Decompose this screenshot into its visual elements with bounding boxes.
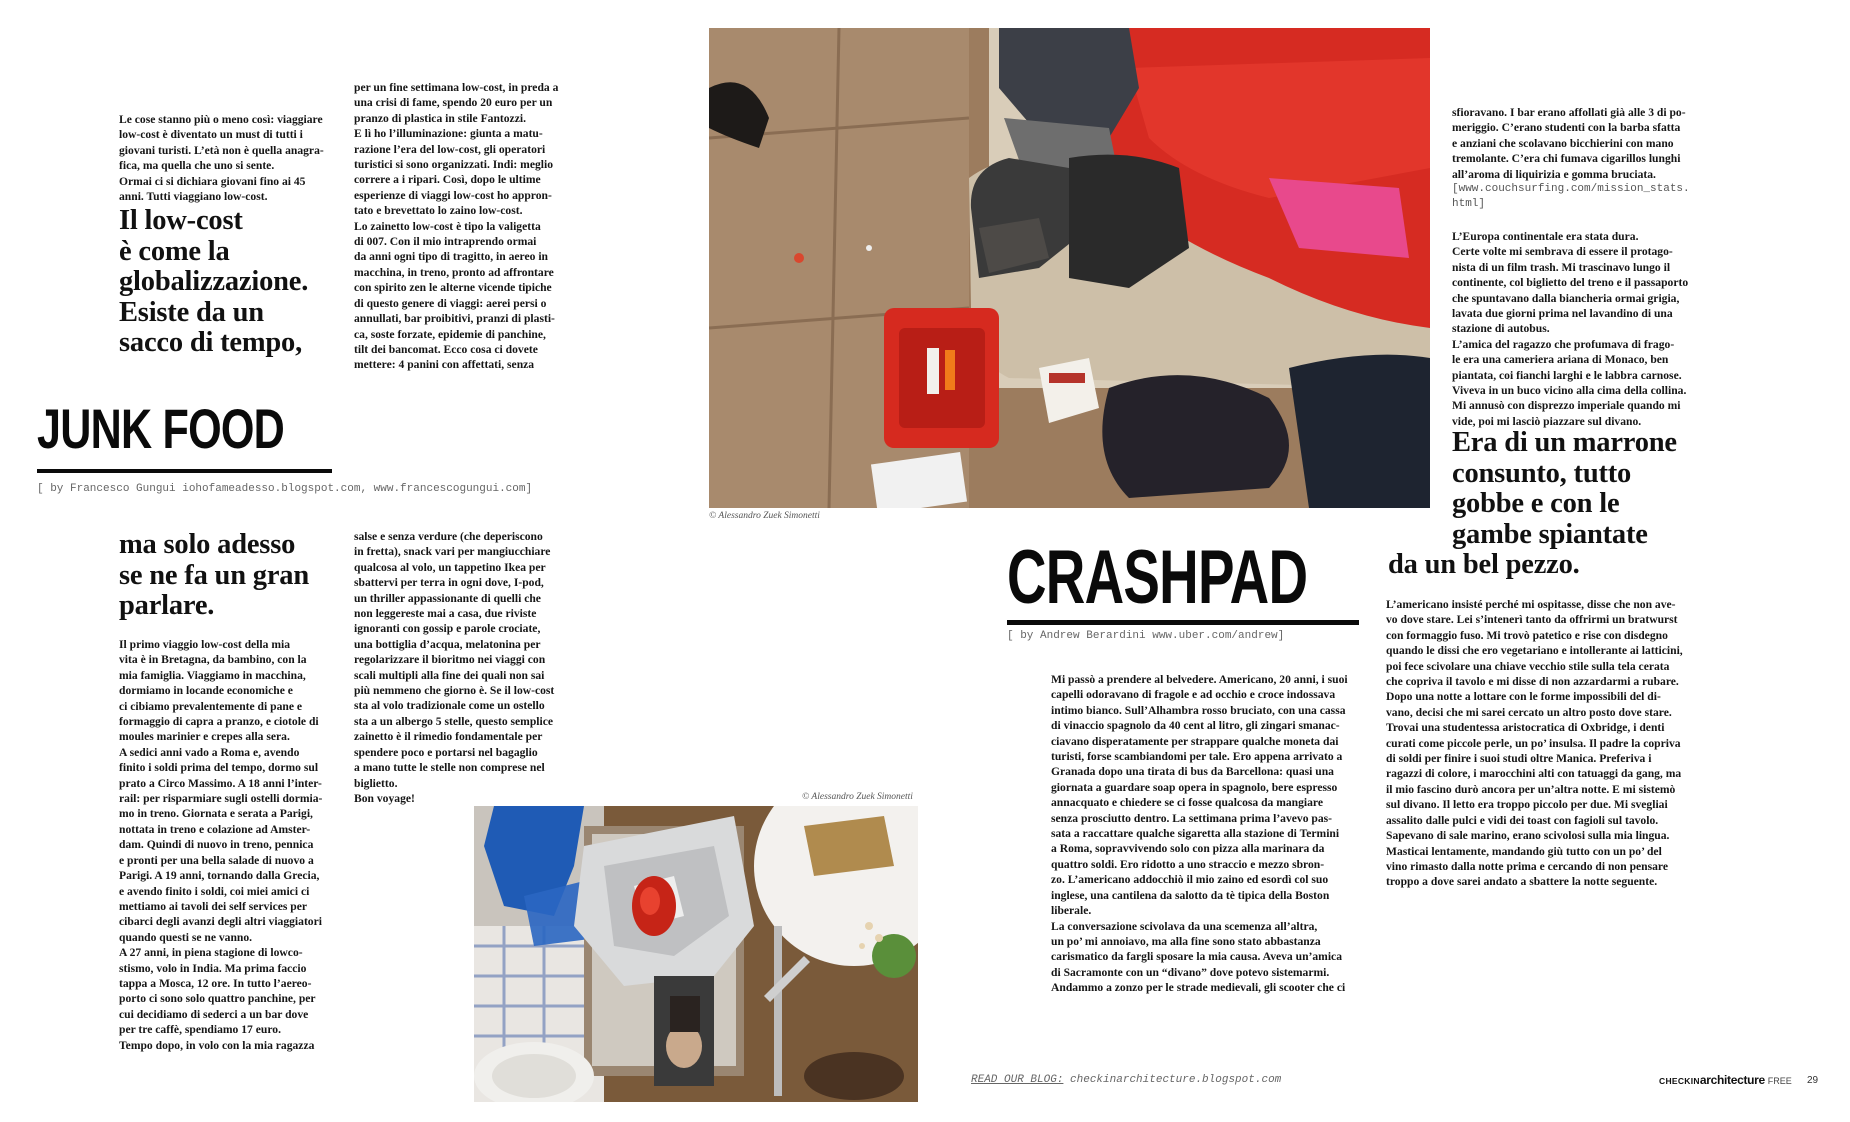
intro-paragraph: Le cose stanno più o meno così: viaggiare low-cost è diventato un must di tutti i giovani turisti. L’età non è quella anagra- fica, ma quella che uno si sente. Ormai ci si dichiara giovani fino ai 45 anni. Tutti viaggiano low-cost.	[119, 113, 324, 204]
byline-crashpad: [ by Andrew Berardini www.uber.com/andrew]	[1007, 630, 1285, 642]
headline-junk-food: JUNK FOOD	[37, 397, 285, 460]
crashpad-headline-underline	[1007, 620, 1359, 625]
brand-free: FREE	[1767, 1076, 1792, 1086]
byline-junk-food: [ by Francesco Gungui iohofameadesso.blogspot.com, www.francescogungui.com]	[37, 483, 533, 495]
footer-blog-link[interactable]	[971, 1074, 1281, 1086]
brand-architecture: architecture	[1699, 1073, 1765, 1087]
couchsurfing-url-note: [www.couchsurfing.com/mission_stats. html]	[1452, 183, 1690, 211]
photo-credit-crashpad: © Alessandro Zuek Simonetti	[709, 511, 820, 521]
page-number: 29	[1807, 1075, 1819, 1086]
pull-quote-adesso: ma solo adesso se ne fa un gran parlare.	[119, 529, 309, 621]
right-column-middle: L’Europa continentale era stata dura. Certe volte mi sembrava di essere il protago- nista di un film trash. Mi trascinavo lungo il continente, col biglietto del treno e il passaporto che spuntavano dalla biancheria ormai grigia, lavata due giorni prima nel lavandino di una stazione di autobus. L’amica del ragazzo che profumava di frago- le era una cameriera ariana di Monaco, ben piantata, coi fianchi larghi e le labbra carnose. Viveva in un buco vicino alla cima della collina. Mi annusò con disprezzo imperiale quando mi vide, poi mi lasciò piazzare sul divano.	[1452, 230, 1689, 428]
footer-blog-label[interactable]: READ OUR BLOG:	[971, 1074, 1064, 1086]
photo-credit-food: © Alessandro Zuek Simonetti	[802, 792, 913, 802]
left-column-1-bottom: Il primo viaggio low-cost della mia vita è in Bretagna, da bambino, con la mia famiglia. Viaggiamo in macchina, dormiamo in locande economiche e ci cibiamo prevalentemente di pane e formaggio di capra a pranzo, e ciotole di moules marinier e crepes alla sera. A sedici anni vado a Roma e, avendo finito i soldi prima del tempo, dormo sul prato a Circo Massimo. A 18 anni l’inter- rail: per risparmiare sugli ostelli dormia- mo in treno. Giornata e serata a Parigi, nottata in treno e colazione ad Amster- dam. Quindi di nuovo in treno, pennica e pronti per una bella salade di nuovo a Parigi. A 19 anni, tornando dalla Grecia, e avendo finito i soldi, coi miei amici ci mettiamo ai tavoli dei self services per cibarci degli avanzi degli altri viaggiatori quando questi se ne vanno. A 27 anni, in piena stagione di lowco- stismo, volo in India. Ma prima faccio tappa a Mosca, 12 ore. In tutto l’aereo- porto ci sono solo quattro panchine, per cui decidiamo di sederci a un bar dove per tre caffè, spendiamo 17 euro. Tempo dopo, in volo con la mia ragazza	[119, 638, 323, 1052]
crashpad-headline-block	[1007, 535, 1424, 620]
headline-underline	[37, 469, 332, 473]
left-column-2-top: per un fine settimana low-cost, in preda a una crisi di fame, spendo 20 euro per un pranzo di plastica in stile Fantozzi. E lì ho l’illuminazione: giunta a matu- razione l’era del low-cost, gli operatori turistici si sono organizzati. Indi: meglio correre a i ripari. Così, dopo le ultime esperienze di viaggi low-cost ho appron- tato e brevettato lo zaino low-cost. Lo zainetto low-cost è tipo la valigetta di 007. Con il mio intraprendo ormai da anni ogni tipo di tragitto, in aereo in macchina, in treno, pronto ad affrontare con spirito zen le alterne vicende tipiche di questo genere di viaggi: aerei persi o annullati, bar proibitivi, pranzi di plasti- ca, soste forzate, epidemie di panchine, tilt dei bancomat. Ecco cosa ci dovete mettere: 4 panini con affettati, senza	[354, 81, 559, 372]
crashpad-photo-illustration	[709, 28, 1430, 508]
headline-crashpad: CRASHPAD	[1007, 535, 1308, 620]
pull-quote-lowcost: Il low-cost è come la globalizzazione. Esiste da un sacco di tempo,	[119, 205, 309, 358]
photo-crashpad	[709, 28, 1430, 508]
right-column-bottom: L’americano insisté perché mi ospitasse, disse che non ave- vo dove stare. Lei s’intenerì tanto da offrirmi un bratwurst con formaggio fuso. Mi trovò patetico e rise con disdegno quando le dissi che ero vegetariano e intollerante ai latticini, poi fece scivolare una chiave vecchio stile sulla tela cerata che copriva il tavolo e mi disse di non azzardarmi a rubare. Dopo una notte a lottare con le forme impossibili del di- vano, decisi che mi sarei cercato un altro posto dove stare. Trovai una studentessa aristocratica di Oxbridge, i denti curati come piccole perle, un po’ insulsa. Il padre la copriva di soldi per finire i suoi studi oltre Manica. Preferiva i ragazzi di colore, i marocchini alti con tatuaggi da gang, ma il mio fascino durò ancora per un’altra notte. E mi sistemò sul divano. Il letto era troppo piccolo per due. Mi svegliai assalito dalle pulci e vidi dei toast con fagioli sul tavolo. Sapevano di sale marino, erano scivolosi sulla mia lingua. Masticai lentamente, mandando giù tutto con un po’ del vino rimasto dalla notte prima e cercando di non pensare troppo a dove sarei andato a sbattere la notte seguente.	[1386, 598, 1683, 889]
footer-blog-url[interactable]: checkinarchitecture.blogspot.com	[1070, 1074, 1282, 1086]
right-column-top: sfioravano. I bar erano affollati già alle 3 di po- meriggio. C’erano studenti con la barba sfatta e anziani che scolavano bicchierini con mano tremolante. C’era chi fumava cigarillos lunghi all’aroma di liquirizia e gomma bruciata.	[1452, 106, 1686, 181]
left-column-2-bottom: salse e senza verdure (che deperiscono in fretta), snack vari per mangiucchiare qualcosa al volo, un tappetino Ikea per sbattervi per terra in ogni dove, I-pod, un thriller appassionante di quelli che non leggereste mai a casa, due riviste ignoranti con gossip e parole crociate, una bottiglia d’acqua, melatonina per regolarizzare il bioritmo nei viaggi con scali multipli alla fine dei quali non sai più nemmeno che giorno è. Se il low-cost sta al volo tradizionale come un ostello sta a un albergo 5 stelle, questo semplice zainetto è il rimedio fondamentale per spendere poco e portarsi nel bagaglio a mano tutte le stelle non comprese nel biglietto. Bon voyage!	[354, 530, 555, 805]
brand-checkin: CHECKIN	[1659, 1076, 1700, 1086]
junk-food-headline-block	[37, 398, 358, 460]
right-column-center: Mi passò a prendere al belvedere. Americano, 20 anni, i suoi capelli odoravano di fragole e ad occhio e croce indossava intimo bianco. Sull’Alhambra rosso bruciato, con una cassa di vinaccio spagnolo da 40 cent al litro, gli zingari smanac- ciavano disperatamente per strappare qualche moneta dai turisti, forse scambiandomi per tale. Ero appena arrivato a Granada dopo una tirata di bus da Barcellona: quasi una giornata a guardare soap opera in spagnolo, bere espresso annacquato e chiedere se ci fosse qualcosa da mangiare senza prosciutto dentro. La settimana prima l’avevo pas- sata a raccattare qualche sigaretta alla stazione di Termini a Roma, sopravvivendo solo con pizza alla marinara da quattro soldi. Ero ridotto a uno straccio e mezzo sbron- zo. L’americano addocchiò il mio zaino ed esordì col suo inglese, una cantilena da salotto da tè tipica della Boston liberale. La conversazione scivolava da una scemenza all’altra, un po’ mi annoiavo, ma alla fine sono stato abbastanza carismatico da fargli sposare la mia causa. Aveva un’amica di Sacramonte con un “divano” dove potevo sistemarmi. Andammo a zonzo per le strade medievali, gli scooter che ci	[1051, 673, 1348, 995]
photo-food-table	[474, 806, 918, 1102]
pull-quote-marrone-tail: da un bel pezzo.	[1388, 549, 1580, 580]
food-photo-illustration	[474, 806, 918, 1102]
pull-quote-marrone: Era di un marrone consunto, tutto gobbe e con le gambe spiantate	[1452, 427, 1677, 550]
footer-brand	[1659, 1073, 1792, 1087]
